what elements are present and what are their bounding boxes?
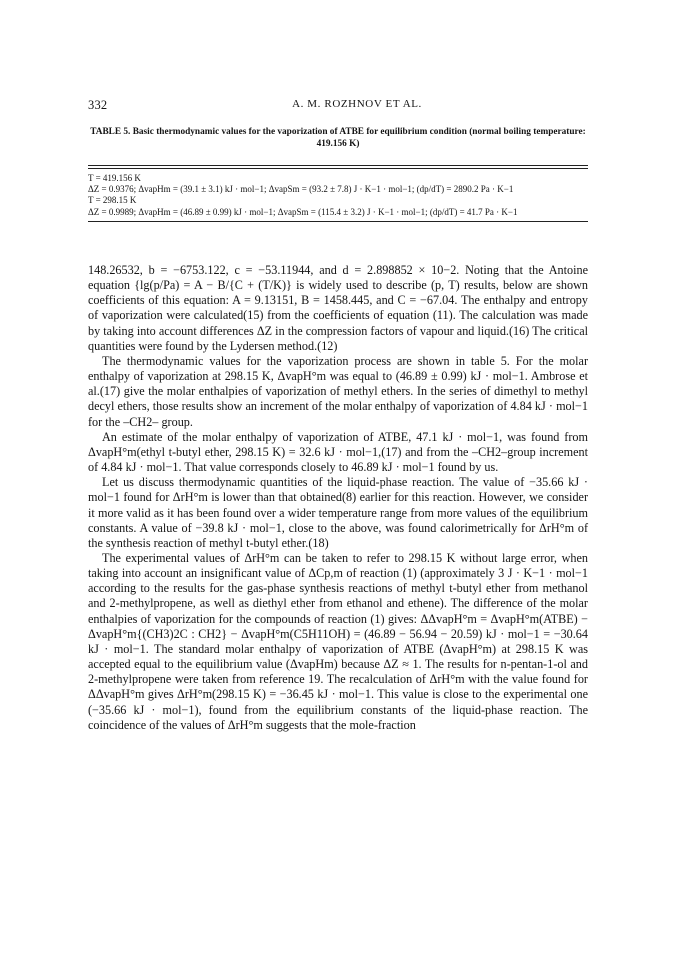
running-head: A. M. ROZHNOV ET AL. [292, 98, 422, 110]
table-bottom-rule [88, 221, 588, 222]
paragraph: Let us discuss thermodynamic quantities of the liquid-phase reaction. The value of −35.66 kJ · mol−1 found for ΔrH°m is lower than that obtained(8) earlier for this reaction. However, we consider it more valid as it has been found over a wider temperature range from more values of the equilibrium constants. A value of −39.8 kJ · mol−1, close to the above, was found calorimetrically for ΔrH°m of the synthesis reaction of methyl t-butyl ether.(18) [88, 475, 588, 550]
table-row: T = 298.15 K [88, 195, 137, 206]
paragraph: An estimate of the molar enthalpy of vaporization of ATBE, 47.1 kJ · mol−1, was found from ΔvapH°m(ethyl t-butyl ether, 298.15 K) = 32.6 kJ · mol−1,(17) and from the –CH2–group increment of 4.84 kJ · mol−1. That value corresponds closely to 46.89 kJ · mol−1 found by us. [88, 429, 588, 475]
page-number: 332 [88, 98, 108, 112]
body-text [88, 263, 588, 733]
paragraph: The experimental values of ΔrH°m can be taken to refer to 298.15 K without large error, when taking into account an insignificant value of ΔCp,m of reaction (1) (approximately 3 J · K−1 · mol−1 according to the results for the gas-phase synthesis reactions of methyl t-butyl ether from methanol and 2-methylpropene, as well as diethyl ether from ethanol and ethene). The difference of the molar enthalpies of vaporization for the compounds of reaction (1) gives: ΔΔvapH°m = ΔvapH°m(ATBE) − ΔvapH°m{(CH3)2C : CH2} − ΔvapH°m(C5H11OH) = (46.89 − 56.94 − 20.59) kJ · mol−1 = −30.64 kJ · mol−1. The standard molar enthalpy of vaporization of ATBE (ΔvapH°m) at 298.15 K was accepted equal to the equilibrium value (ΔvapHm) because ΔZ ≈ 1. The results for n-pentan-1-ol and 2-methylpropene were taken from reference 19. The recalculation of ΔrH°m with the value found for ΔΔvapH°m gives ΔrH°m(298.15 K) = −36.45 kJ · mol−1. This value is close to the experimental one (−35.66 kJ · mol−1), found from the equilibrium constants of the liquid-phase reaction. The coincidence of the values of ΔrH°m suggests that the mole-fraction [88, 550, 588, 732]
table-top-rule [88, 165, 588, 169]
table-body [88, 171, 588, 221]
table-row: ΔZ = 0.9376; ΔvapHm = (39.1 ± 3.1) kJ · mol−1; ΔvapSm = (93.2 ± 7.8) J · K−1 · mol−1; (dp/dT) = 2890.2 Pa · K−1 [88, 184, 514, 195]
data-table [88, 165, 588, 222]
table-row: T = 419.156 K [88, 173, 141, 183]
paragraph: 148.26532, b = −6753.122, c = −53.11944, and d = 2.898852 × 10−2. Noting that the Antoine equation {lg(p/Pa) = A − B/{C + (T/K)} is widely used to describe (p, T) results, below are shown coefficients of this equation: A = 9.13151, B = 1458.445, and C = −67.04. The enthalpy and entropy of vaporization were calculated(15) from the coefficients of equation (11). The calculation was made by taking into account differences ΔZ in the compression factors of vapour and liquid.(16) The critical quantities were found by the Lydersen method.(12) [88, 263, 588, 353]
table-caption: TABLE 5. Basic thermodynamic values for the vaporization of ATBE for equilibrium condition (normal boiling temperature: 419.156 K) [90, 127, 586, 149]
paragraph: The thermodynamic values for the vaporization process are shown in table 5. For the molar enthalpy of vaporization at 298.15 K, ΔvapH°m was equal to (46.89 ± 0.99) kJ · mol−1. Ambrose et al.(17) give the molar enthalpies of vaporization of methyl ethers. In the series of dimethyl to methyl decyl ethers, those results show an increment of the molar enthalpy of vaporization of 4.84 kJ · mol−1 for the –CH2– group. [88, 353, 588, 429]
table-row: ΔZ = 0.9989; ΔvapHm = (46.89 ± 0.99) kJ · mol−1; ΔvapSm = (115.4 ± 3.2) J · K−1 · mol−1; (dp/dT) = 41.7 Pa · K−1 [88, 206, 518, 217]
page-header [88, 98, 588, 118]
